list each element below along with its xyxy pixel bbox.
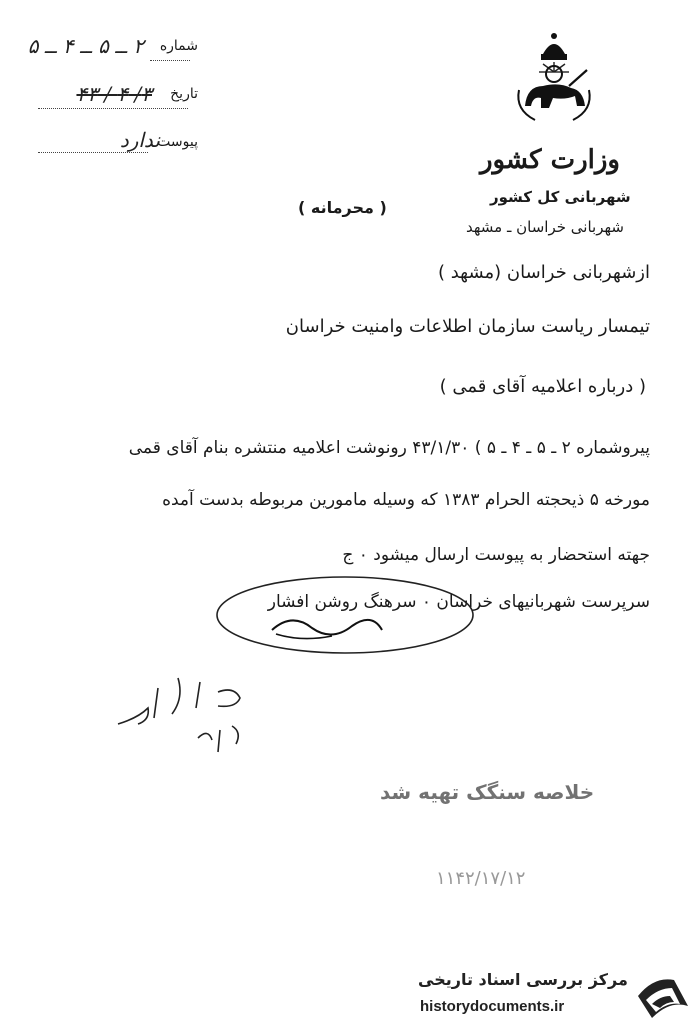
oval-seal-stamp-icon (212, 572, 478, 658)
classification-confidential: ( محرمانه ) (298, 198, 387, 217)
archive-center-logo-icon (634, 966, 692, 1024)
letter-body-line-3: جهته استحضار به پیوست ارسال میشود ۰ ج (342, 545, 650, 565)
attachment-dotline (38, 152, 148, 153)
archive-center-title: مرکز بررسی اسناد تاریخی (418, 970, 628, 989)
letter-to: تیمسار ریاست سازمان اطلاعات وامنیت خراسان (285, 316, 650, 337)
number-value: ۲ ــ ۵ ــ ۴ ــ ۵ (27, 34, 144, 58)
handwritten-note-icon (108, 668, 268, 758)
signature-line: سرپرست شهربانیهای خراسان ۰ سرهنگ روشن افشار (267, 592, 650, 612)
letter-body-line-2: مورخه ۵ ذیحجته الحرام ۱۳۸۳ که وسیله مامورین مربوطه بدست آمده (162, 490, 650, 510)
attachment-label: پیوست (157, 134, 198, 150)
letter-subject: ( درباره اعلامیه آقای قمی ) (439, 376, 646, 397)
ministry-subtitle-khorasan-police: شهربانی خراسان ـ مشهد (466, 218, 624, 236)
summary-stamp: خلاصه سنگک تهیه شد (380, 780, 595, 804)
letter-body-line-1: پیروشماره ۲ ـ ۵ ـ ۴ ـ ۵ ) ۴۳/۱/۳۰ رونوشت اعلامیه منتشره بنام آقای قمی (128, 438, 650, 458)
number-label: شماره (159, 38, 198, 54)
date-dotline (38, 108, 188, 109)
date-value: ۳/ ۴ / ۴۳ (76, 82, 152, 106)
attachment-value: ندارد (119, 128, 160, 152)
ministry-title: وزارت کشور (480, 145, 620, 175)
date-label: تاریخ (170, 86, 198, 102)
number-dotline (150, 60, 190, 61)
ministry-subtitle-national-police: شهربانی کل کشور (490, 188, 631, 206)
lion-and-sun-emblem-icon (513, 30, 595, 124)
archive-code: ۱۱۴۲/۱۷/۱۲ (436, 868, 526, 889)
archive-center-url[interactable]: historydocuments.ir (420, 998, 565, 1015)
letter-from: ازشهربانی خراسان (مشهد ) (437, 262, 650, 283)
